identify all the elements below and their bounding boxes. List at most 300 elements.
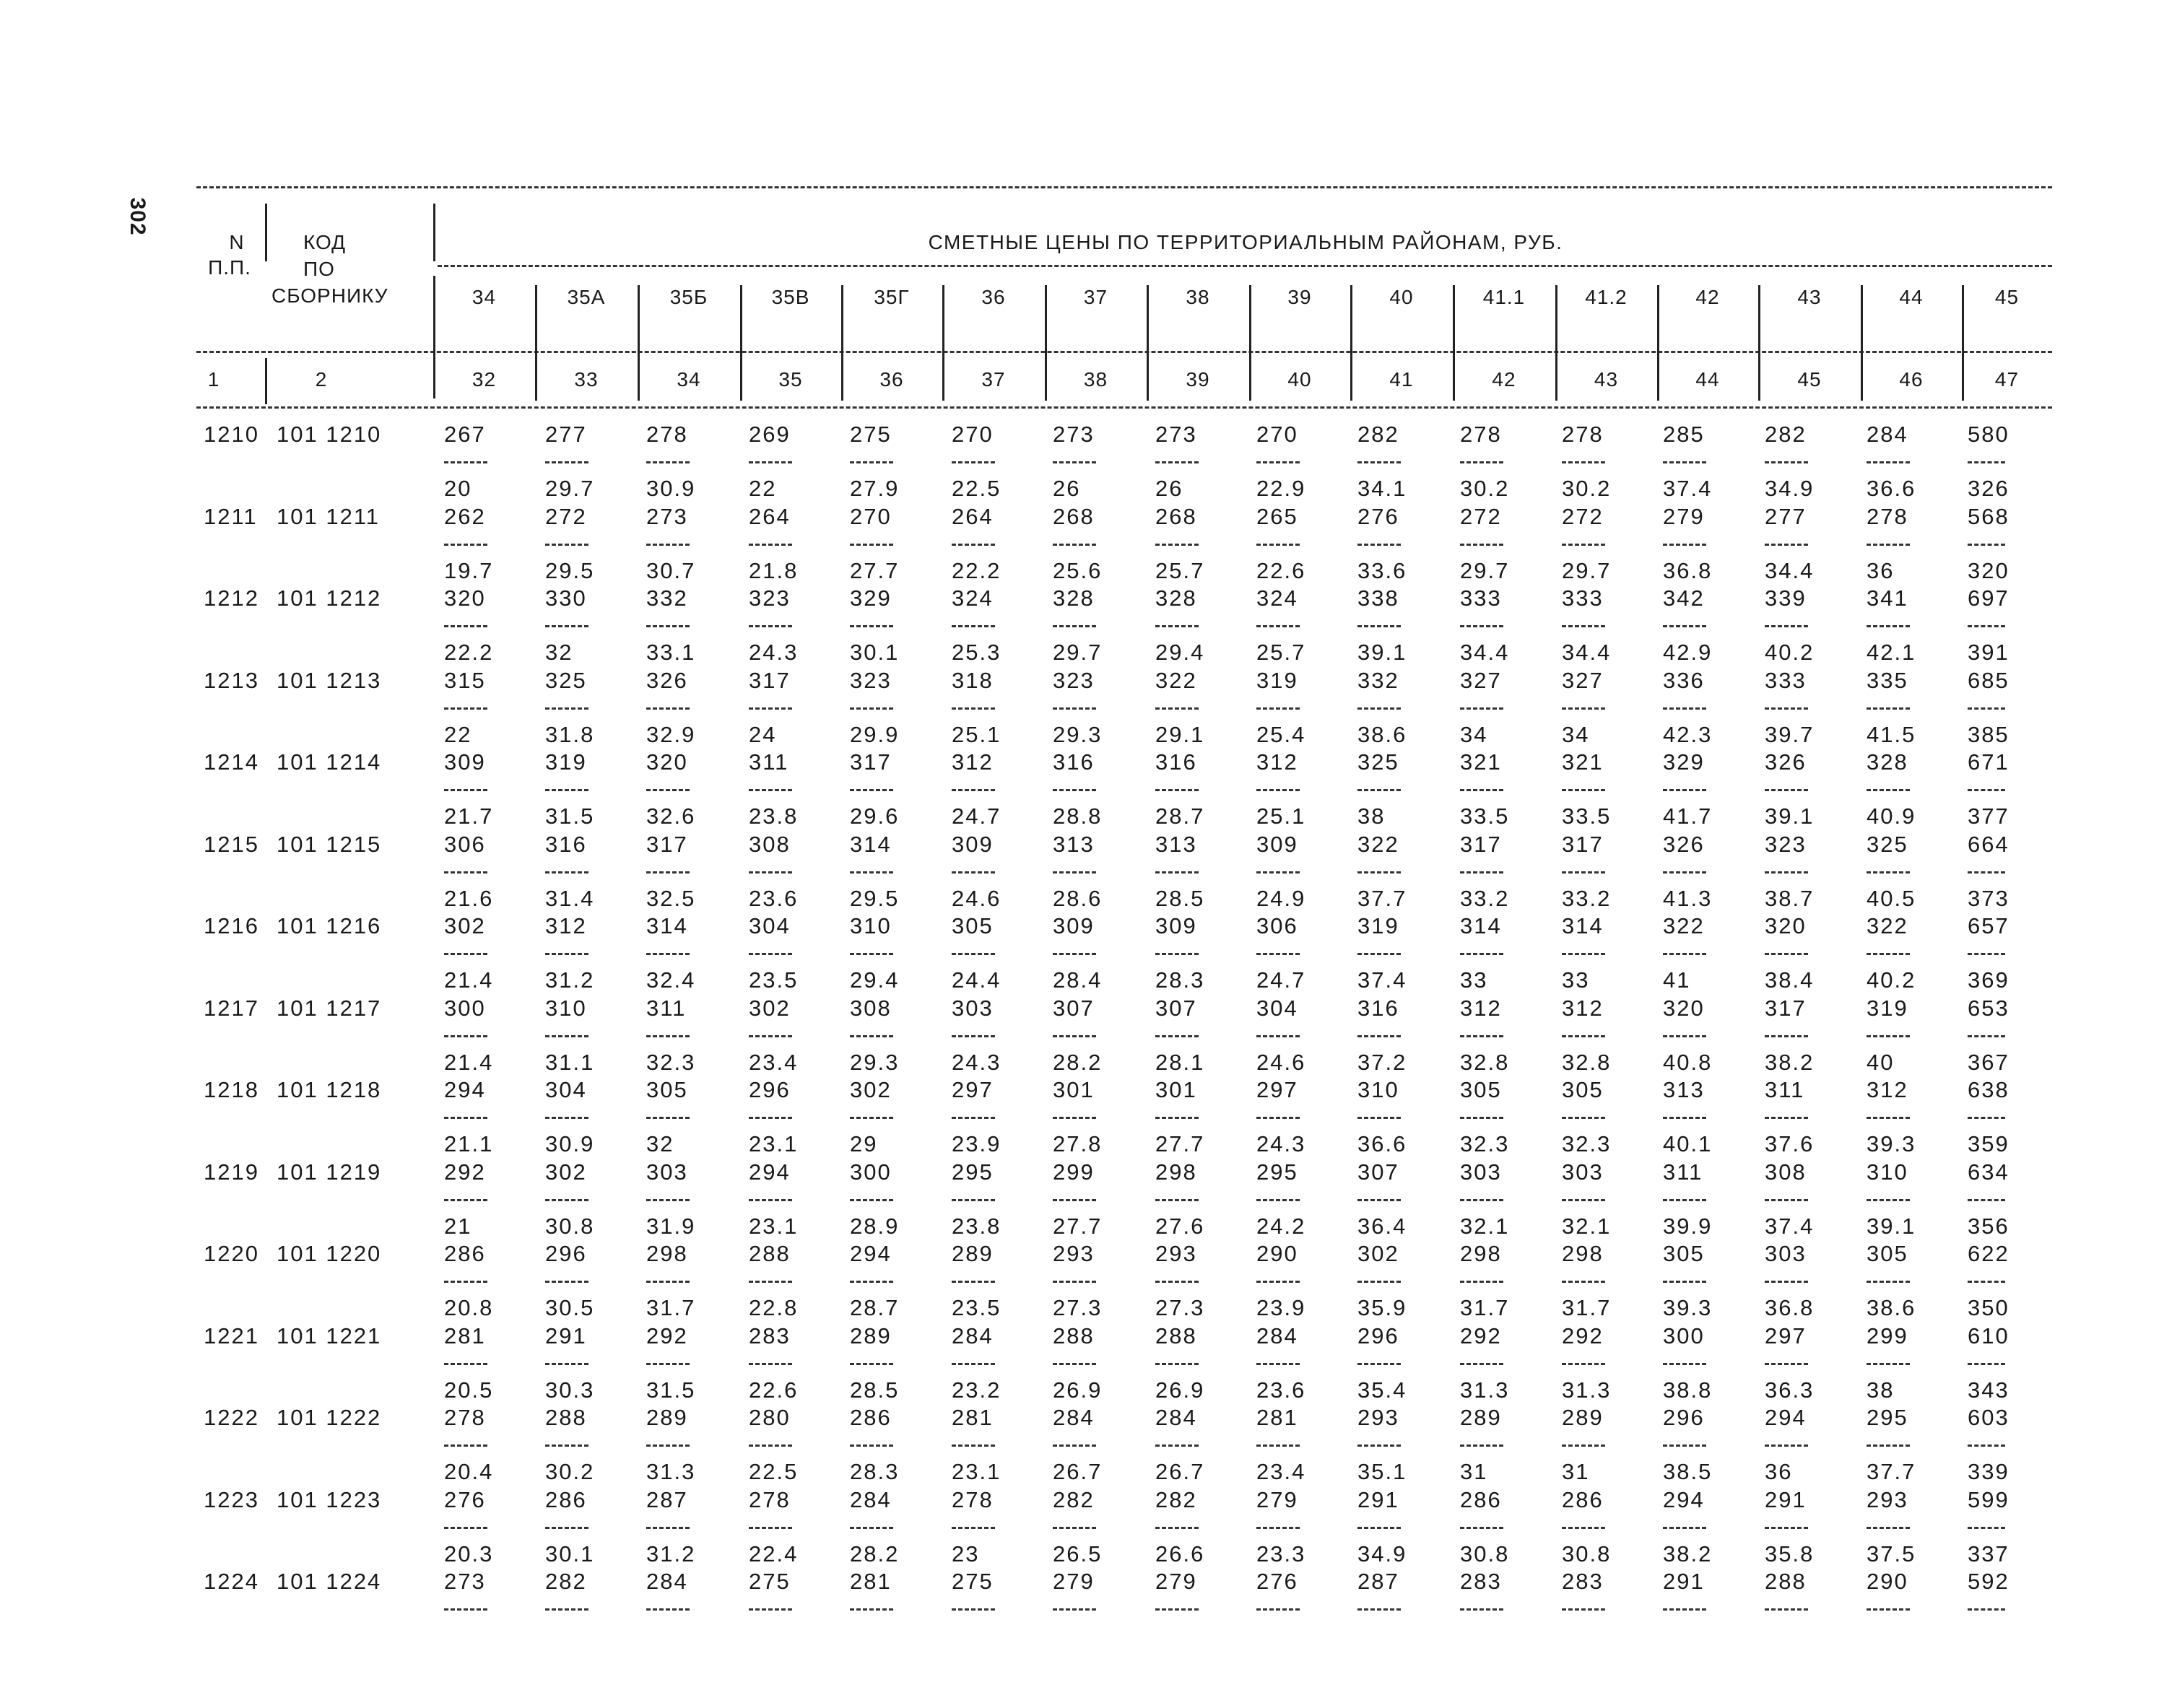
wage-value: 25.3 — [952, 640, 1001, 665]
wage-value: 22.2 — [444, 640, 494, 665]
wage-value: 30.3 — [545, 1377, 595, 1403]
fraction-bar — [1155, 1117, 1199, 1119]
fraction-bar — [952, 1445, 995, 1447]
wage-value: 24.4 — [952, 967, 1001, 993]
fraction-bar — [952, 707, 995, 710]
wage-value: 31.4 — [545, 885, 595, 911]
fraction-bar — [1867, 1608, 1910, 1611]
wage-value: 34.9 — [1357, 1541, 1407, 1567]
wage-value: 41.7 — [1663, 803, 1713, 829]
row-number: 1212 — [204, 585, 259, 611]
fraction-bar — [1867, 871, 1910, 873]
fraction-bar — [850, 1281, 893, 1283]
fraction-bar — [1053, 789, 1096, 791]
fraction-bar — [646, 1117, 690, 1119]
wage-value: 25.1 — [1256, 803, 1306, 829]
price-value: 312 — [545, 913, 587, 938]
price-value: 282 — [545, 1569, 587, 1594]
price-value: 293 — [1867, 1486, 1908, 1512]
fraction-bar — [1562, 789, 1605, 791]
wage-value: 40.5 — [1867, 885, 1916, 911]
price-value: 319 — [1256, 667, 1298, 693]
wage-value: 23.5 — [952, 1295, 1001, 1320]
price-value: 329 — [850, 585, 892, 611]
price-value: 298 — [1460, 1241, 1502, 1266]
price-value: 299 — [1867, 1323, 1908, 1348]
price-value: 275 — [749, 1569, 791, 1594]
fraction-bar — [1867, 789, 1910, 791]
row-code: 101 1216 — [277, 913, 382, 938]
wage-value: 32.3 — [1460, 1131, 1510, 1156]
price-value: 309 — [952, 831, 994, 857]
wage-value: 24.6 — [952, 885, 1001, 911]
price-value: 275 — [952, 1569, 994, 1594]
fraction-bar — [646, 625, 690, 627]
price-value: 318 — [952, 667, 994, 693]
price-value: 333 — [1562, 585, 1604, 611]
fraction-bar — [1867, 1445, 1910, 1447]
region-header: 43 — [1797, 286, 1822, 308]
wage-value: 36.8 — [1663, 557, 1713, 583]
fraction-bar — [545, 1281, 588, 1283]
fraction-bar — [545, 1199, 588, 1201]
wage-value: 26 — [1155, 476, 1183, 501]
price-value: 272 — [1460, 503, 1502, 529]
fraction-bar — [1765, 1117, 1808, 1119]
fraction-bar — [1357, 1281, 1401, 1283]
wage-value: 28.6 — [1053, 885, 1103, 911]
price-value: 311 — [749, 749, 789, 775]
wage-value: 391 — [1968, 640, 2009, 665]
price-value: 302 — [444, 913, 486, 938]
wage-value: 28.5 — [1155, 885, 1205, 911]
price-value: 295 — [1867, 1405, 1908, 1430]
fraction-bar — [1460, 1199, 1503, 1201]
fraction-bar — [646, 1281, 690, 1283]
price-value: 305 — [646, 1077, 688, 1102]
fraction-bar — [1765, 625, 1808, 627]
wage-value: 29.3 — [850, 1049, 900, 1075]
fraction-bar — [1155, 1035, 1199, 1037]
price-value: 291 — [1663, 1569, 1705, 1594]
wage-value: 38.2 — [1765, 1049, 1815, 1075]
column-number: 43 — [1594, 368, 1619, 391]
price-value: 326 — [646, 667, 688, 693]
fraction-bar — [1562, 461, 1605, 463]
header-separator-region — [942, 285, 944, 401]
fraction-bar — [1053, 1035, 1096, 1037]
fraction-bar — [1765, 953, 1808, 955]
fraction-bar — [1256, 1035, 1300, 1037]
wage-value: 31.3 — [1562, 1377, 1612, 1403]
fraction-bar — [1460, 1035, 1503, 1037]
wage-value: 38 — [1357, 803, 1386, 829]
price-value: 272 — [545, 503, 587, 529]
price-value: 278 — [749, 1486, 791, 1512]
price-value: 315 — [444, 667, 486, 693]
price-value: 312 — [952, 749, 994, 775]
fraction-bar — [1968, 1527, 2005, 1529]
price-value: 304 — [1256, 995, 1298, 1021]
price-value: 312 — [1562, 995, 1604, 1021]
fraction-bar — [646, 871, 690, 873]
price-value: 279 — [1155, 1569, 1197, 1594]
price-value: 303 — [646, 1159, 688, 1185]
price-value: 309 — [1053, 913, 1095, 938]
fraction-bar — [444, 1363, 487, 1365]
wage-value: 377 — [1968, 803, 2009, 829]
fraction-bar — [646, 1199, 690, 1201]
wage-value: 30.9 — [545, 1131, 595, 1156]
fraction-bar — [1765, 1445, 1808, 1447]
region-header: 36 — [981, 286, 1006, 308]
fraction-bar — [1053, 1527, 1096, 1529]
fraction-bar — [545, 1445, 588, 1447]
fraction-bar — [850, 625, 893, 627]
price-value: 298 — [1155, 1159, 1197, 1185]
fraction-bar — [1155, 1199, 1199, 1201]
price-value: 303 — [1562, 1159, 1604, 1185]
wage-value: 40.2 — [1765, 640, 1815, 665]
wage-value: 31.2 — [545, 967, 595, 993]
price-value: 313 — [1663, 1077, 1705, 1102]
wage-value: 39.3 — [1867, 1131, 1916, 1156]
wage-value: 35.1 — [1357, 1459, 1407, 1484]
fraction-bar — [1155, 1281, 1199, 1283]
fraction-bar — [444, 1117, 487, 1119]
wage-value: 337 — [1968, 1541, 2009, 1567]
fraction-bar — [1460, 625, 1503, 627]
fraction-bar — [749, 1281, 792, 1283]
price-value: 325 — [545, 667, 587, 693]
wage-value: 22 — [444, 721, 472, 747]
price-value: 336 — [1663, 667, 1705, 693]
fraction-bar — [749, 707, 792, 710]
wage-value: 33.5 — [1562, 803, 1612, 829]
price-value: 311 — [646, 995, 687, 1021]
fraction-bar — [1357, 1608, 1401, 1611]
fraction-bar — [1155, 789, 1199, 791]
header-separator-region — [638, 285, 640, 401]
price-value: 264 — [749, 503, 791, 529]
header-separator-region — [535, 285, 537, 401]
price-value: 314 — [1460, 913, 1502, 938]
wage-value: 36.4 — [1357, 1213, 1407, 1239]
row-number: 1215 — [204, 831, 259, 857]
wage-value: 367 — [1968, 1049, 2009, 1075]
fraction-bar — [850, 1199, 893, 1201]
fraction-bar — [1256, 789, 1300, 791]
fraction-bar — [1053, 1363, 1096, 1365]
wage-value: 31 — [1460, 1459, 1488, 1484]
price-value: 319 — [545, 749, 587, 775]
column-number: 34 — [677, 368, 701, 391]
wage-value: 28.7 — [1155, 803, 1205, 829]
fraction-bar — [1256, 1117, 1300, 1119]
fraction-bar — [1867, 461, 1910, 463]
wage-value: 26.5 — [1053, 1541, 1103, 1567]
price-value: 284 — [646, 1569, 688, 1594]
price-value: 325 — [1867, 831, 1908, 857]
price-value: 320 — [1765, 913, 1807, 938]
fraction-bar — [646, 1035, 690, 1037]
fraction-bar — [646, 1608, 690, 1611]
price-value: 291 — [1357, 1486, 1399, 1512]
price-value: 277 — [545, 422, 587, 447]
price-value: 308 — [749, 831, 791, 857]
price-value: 307 — [1155, 995, 1197, 1021]
fraction-bar — [952, 1035, 995, 1037]
fraction-bar — [952, 1527, 995, 1529]
wage-value: 350 — [1968, 1295, 2009, 1320]
fraction-bar — [1256, 1527, 1300, 1529]
fraction-bar — [749, 1527, 792, 1529]
wage-value: 320 — [1968, 557, 2009, 583]
fraction-bar — [1562, 1281, 1605, 1283]
fraction-bar — [1968, 1363, 2005, 1365]
wage-value: 23.1 — [952, 1459, 1001, 1484]
fraction-bar — [952, 1117, 995, 1119]
price-value: 317 — [646, 831, 688, 857]
wage-value: 32.5 — [646, 885, 696, 911]
price-value: 327 — [1562, 667, 1604, 693]
price-value: 284 — [1256, 1323, 1298, 1348]
price-value: 276 — [444, 1486, 486, 1512]
fraction-bar — [1155, 1445, 1199, 1447]
fraction-bar — [1765, 1199, 1808, 1201]
price-value: 300 — [444, 995, 486, 1021]
price-value: 292 — [444, 1159, 486, 1185]
wage-value: 385 — [1968, 721, 2009, 747]
row-code: 101 1210 — [277, 422, 382, 447]
fraction-bar — [646, 1445, 690, 1447]
price-value: 270 — [952, 422, 994, 447]
wage-value: 32.3 — [646, 1049, 696, 1075]
price-value: 332 — [1357, 667, 1399, 693]
fraction-bar — [545, 461, 588, 463]
fraction-bar — [749, 1445, 792, 1447]
row-code: 101 1212 — [277, 585, 382, 611]
wage-value: 23.1 — [749, 1131, 799, 1156]
wage-value: 343 — [1968, 1377, 2009, 1403]
price-value: 324 — [1256, 585, 1298, 611]
row-number: 1219 — [204, 1159, 259, 1185]
wage-value: 39.9 — [1663, 1213, 1713, 1239]
fraction-bar — [545, 707, 588, 710]
price-value: 316 — [1155, 749, 1197, 775]
page-number: 302 — [126, 197, 149, 236]
fraction-bar — [1968, 1608, 2005, 1611]
fraction-bar — [1155, 461, 1199, 463]
price-value: 267 — [444, 422, 486, 447]
price-value: 281 — [850, 1569, 892, 1594]
wage-value: 34 — [1562, 721, 1590, 747]
fraction-bar — [952, 461, 995, 463]
wage-value: 29.9 — [850, 721, 900, 747]
wage-value: 24.3 — [749, 640, 799, 665]
wage-value: 24.3 — [952, 1049, 1001, 1075]
fraction-bar — [1053, 461, 1096, 463]
wage-value: 27.7 — [1155, 1131, 1205, 1156]
price-value: 313 — [1053, 831, 1095, 857]
fraction-bar — [850, 461, 893, 463]
fraction-bar — [1256, 1608, 1300, 1611]
fraction-bar — [952, 953, 995, 955]
price-value: 284 — [1155, 1405, 1197, 1430]
fraction-bar — [444, 953, 487, 955]
wage-value: 22 — [749, 476, 777, 501]
row-code: 101 1213 — [277, 667, 382, 693]
header-separator-region — [1861, 285, 1863, 401]
price-value: 296 — [749, 1077, 791, 1102]
fraction-bar — [1053, 1281, 1096, 1283]
fraction-bar — [1460, 1117, 1503, 1119]
fraction-bar — [1053, 953, 1096, 955]
price-value: 295 — [1256, 1159, 1298, 1185]
wage-value: 36.6 — [1867, 476, 1916, 501]
fraction-bar — [1867, 1117, 1910, 1119]
fraction-bar — [1155, 1527, 1199, 1529]
price-value: 568 — [1968, 503, 2009, 529]
wage-value: 28.9 — [850, 1213, 900, 1239]
wage-value: 21.1 — [444, 1131, 494, 1156]
price-value: 269 — [749, 422, 791, 447]
price-value: 296 — [1357, 1323, 1399, 1348]
wage-value: 25.4 — [1256, 721, 1306, 747]
price-value: 297 — [1256, 1077, 1298, 1102]
header-separator-region — [433, 276, 435, 398]
price-value: 322 — [1867, 913, 1908, 938]
fraction-bar — [1867, 707, 1910, 710]
wage-value: 22.9 — [1256, 476, 1306, 501]
wage-value: 31 — [1562, 1459, 1590, 1484]
price-value: 293 — [1357, 1405, 1399, 1430]
wage-value: 32.8 — [1562, 1049, 1612, 1075]
price-value: 305 — [1663, 1241, 1705, 1266]
fraction-bar — [749, 789, 792, 791]
wage-value: 29.6 — [850, 803, 900, 829]
wage-value: 29.7 — [1562, 557, 1612, 583]
column-number: 46 — [1899, 368, 1924, 391]
wage-value: 37.4 — [1765, 1213, 1815, 1239]
fraction-bar — [1053, 1199, 1096, 1201]
region-header: 39 — [1287, 286, 1312, 308]
fraction-bar — [646, 1363, 690, 1365]
price-value: 291 — [1765, 1486, 1807, 1512]
price-value: 283 — [1562, 1569, 1604, 1594]
price-value: 283 — [1460, 1569, 1502, 1594]
column-number: 35 — [778, 368, 803, 391]
price-value: 293 — [1155, 1241, 1197, 1266]
column-number: 32 — [472, 368, 497, 391]
price-value: 298 — [1562, 1241, 1604, 1266]
fraction-bar — [1765, 1281, 1808, 1283]
wage-value: 40.1 — [1663, 1131, 1713, 1156]
price-value: 304 — [545, 1077, 587, 1102]
price-value: 302 — [545, 1159, 587, 1185]
wage-value: 25.7 — [1256, 640, 1306, 665]
column-number: 44 — [1695, 368, 1720, 391]
price-value: 304 — [749, 913, 791, 938]
price-value: 324 — [952, 585, 994, 611]
wage-value: 41.5 — [1867, 721, 1916, 747]
price-value: 281 — [1256, 1405, 1298, 1430]
fraction-bar — [952, 625, 995, 627]
wage-value: 37.4 — [1663, 476, 1713, 501]
fraction-bar — [1867, 1281, 1910, 1283]
wage-value: 36 — [1867, 557, 1895, 583]
fraction-bar — [1663, 707, 1706, 710]
fraction-bar — [749, 461, 792, 463]
fraction-bar — [850, 789, 893, 791]
fraction-bar — [1562, 544, 1605, 546]
wage-value: 38.5 — [1663, 1459, 1713, 1484]
price-value: 288 — [1053, 1323, 1095, 1348]
price-value: 282 — [1155, 1486, 1197, 1512]
wage-value: 29.4 — [850, 967, 900, 993]
price-value: 297 — [1765, 1323, 1807, 1348]
wage-value: 26.7 — [1155, 1459, 1205, 1484]
fraction-bar — [1357, 1363, 1401, 1365]
price-value: 289 — [850, 1323, 892, 1348]
wage-value: 21.6 — [444, 885, 494, 911]
row-code: 101 1214 — [277, 749, 382, 775]
fraction-bar — [1867, 1527, 1910, 1529]
fraction-bar — [545, 1363, 588, 1365]
fraction-bar — [1562, 1527, 1605, 1529]
wage-value: 40.9 — [1867, 803, 1916, 829]
row-number: 1216 — [204, 913, 259, 938]
wage-value: 359 — [1968, 1131, 2009, 1156]
fraction-bar — [1357, 789, 1401, 791]
price-value: 317 — [1460, 831, 1502, 857]
wage-value: 27.3 — [1053, 1295, 1103, 1320]
fraction-bar — [1155, 544, 1199, 546]
price-value: 309 — [1256, 831, 1298, 857]
price-value: 326 — [1765, 749, 1807, 775]
price-value: 308 — [1765, 1159, 1807, 1185]
header-separator-region — [1657, 285, 1659, 401]
fraction-bar — [850, 1363, 893, 1365]
column-number: 36 — [879, 368, 904, 391]
fraction-bar — [444, 625, 487, 627]
wage-value: 27.3 — [1155, 1295, 1205, 1320]
fraction-bar — [444, 1445, 487, 1447]
row-code: 101 1221 — [277, 1323, 382, 1348]
wage-value: 28.1 — [1155, 1049, 1205, 1075]
fraction-bar — [952, 544, 995, 546]
price-value: 294 — [850, 1241, 892, 1266]
column-number: 37 — [981, 368, 1006, 391]
wage-value: 32.1 — [1460, 1213, 1510, 1239]
fraction-bar — [1357, 953, 1401, 955]
price-value: 302 — [850, 1077, 892, 1102]
fraction-bar — [1460, 871, 1503, 873]
fraction-bar — [1460, 789, 1503, 791]
region-header: 41.1 — [1482, 286, 1526, 308]
wage-value: 32.1 — [1562, 1213, 1612, 1239]
column-number: 45 — [1797, 368, 1822, 391]
price-value: 671 — [1968, 749, 2009, 775]
header-separator-region — [841, 285, 843, 401]
wage-value: 28.4 — [1053, 967, 1103, 993]
price-value: 279 — [1053, 1569, 1095, 1594]
title-rule — [438, 265, 2052, 267]
header-separator-n-lower — [265, 358, 267, 404]
wage-value: 34.9 — [1765, 476, 1815, 501]
price-value: 323 — [749, 585, 791, 611]
price-value: 273 — [444, 1569, 486, 1594]
